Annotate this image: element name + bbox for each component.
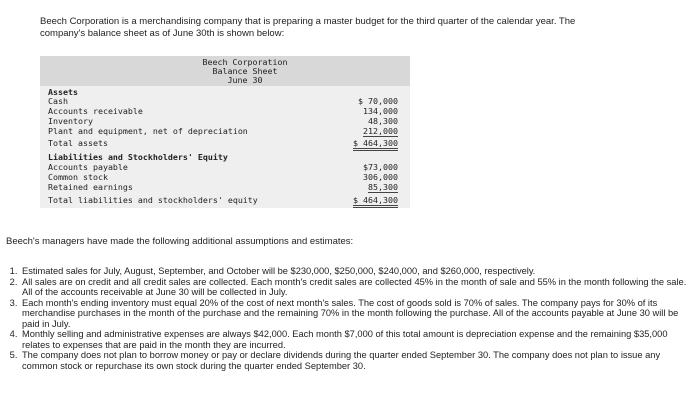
asset-label: Accounts receivable: [48, 106, 143, 116]
balance-sheet-header: [40, 56, 410, 86]
asset-row: [48, 96, 404, 106]
liability-amount: $73,000: [363, 162, 398, 172]
total-liabilities-row: [48, 195, 404, 205]
liability-row: [48, 172, 404, 182]
assumption-item: 1. Estimated sales for July, August, September, and October will be $230,000, $250,000, $240,000, and $260,000, respectively.: [20, 266, 690, 277]
liabilities-heading-row: [48, 152, 404, 162]
statement-date: June 30: [227, 75, 263, 85]
assumptions-list: [6, 266, 690, 371]
assumptions-intro: Beech's managers have made the following additional assumptions and estimates:: [6, 236, 354, 247]
asset-row: [48, 126, 404, 136]
asset-label: Inventory: [48, 116, 93, 126]
total-assets-label: Total assets: [48, 138, 108, 148]
liability-label: Common stock: [48, 172, 108, 182]
liability-label: Accounts payable: [48, 162, 128, 172]
asset-amount: $ 70,000: [358, 96, 398, 106]
intro-text: Beech Corporation is a merchandising company that is preparing a master budget for the third quarter of the calendar year. The company's balance sheet as of June 30th is shown below:: [40, 16, 576, 39]
asset-amount: 48,300: [368, 116, 398, 126]
asset-label: Cash: [48, 96, 68, 106]
asset-label: Plant and equipment, net of depreciation: [48, 126, 248, 136]
company-name: Beech Corporation: [202, 57, 288, 67]
total-assets-amount: $ 464,300: [353, 138, 398, 151]
liabilities-heading: Liabilities and Stockholders' Equity: [48, 152, 228, 162]
assumption-item: 2. All sales are on credit and all credit sales are collected. Each month's credit sales are collected 45% in the month of sale and 55% in the month following the sale. All of the accounts receivable at June 30 will be collected in July.: [20, 277, 690, 298]
liability-label: Retained earnings: [48, 182, 133, 192]
liability-row: [48, 182, 404, 192]
asset-amount: 212,000: [363, 126, 398, 136]
liability-amount: 85,300: [368, 182, 398, 192]
asset-row: [48, 106, 404, 116]
assets-heading: Assets: [48, 87, 78, 97]
balance-sheet: [40, 56, 410, 208]
total-assets-row: [48, 138, 404, 148]
statement-title: Balance Sheet: [212, 66, 278, 76]
liability-row: [48, 162, 404, 172]
asset-amount: 134,000: [363, 106, 398, 116]
total-liabilities-label: Total liabilities and stockholders' equity: [48, 195, 258, 205]
liability-amount: 306,000: [363, 172, 398, 182]
assumption-item: 3. Each month's ending inventory must equal 20% of the cost of next month's sales. The cost of goods sold is 70% of sales. The company pays for 30% of its merchandise purchases in the month of the purchase and the remaining 70% in the month following the purchase. All of the accounts payable at June 30 will be paid in July.: [20, 298, 690, 330]
total-liabilities-amount: $ 464,300: [353, 195, 398, 208]
assumption-item: 5. The company does not plan to borrow money or pay or declare dividends during the quarter ended September 30. The company does not plan to issue any common stock or repurchase its own stock during the quarter ended September 30.: [20, 350, 690, 371]
assumption-item: 4. Monthly selling and administrative expenses are always $42,000. Each month $7,000 of this total amount is depreciation expense and the remaining $35,000 relates to expenses that are paid in the month they are incurred.: [20, 329, 690, 350]
asset-row: [48, 116, 404, 126]
